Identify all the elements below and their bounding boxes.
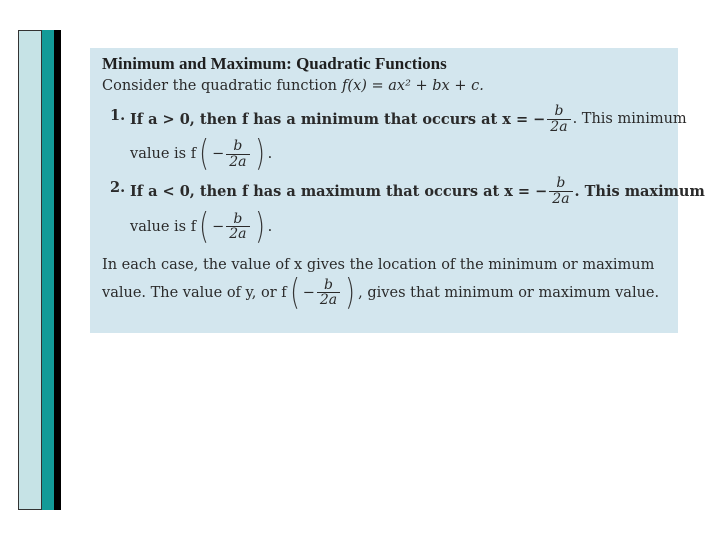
intro-function: f(x) = ax² + bx + c. — [342, 78, 484, 94]
value-fraction — [226, 139, 249, 169]
fraction-denominator: 2a — [226, 154, 249, 170]
fraction-denominator: 2a — [547, 119, 570, 135]
intro-text: Consider the quadratic function — [102, 78, 338, 94]
rule-item-1 — [110, 103, 687, 175]
rule-tail: . This minimum — [572, 111, 687, 128]
left-paren: ( — [199, 205, 210, 247]
right-paren: ) — [345, 271, 356, 313]
fraction-numerator: b — [556, 175, 566, 192]
fraction-denominator: 2a — [549, 191, 572, 207]
summary-line-2-end: , gives that minimum or maximum value. — [358, 284, 660, 301]
rule-number: 2. — [110, 179, 126, 197]
right-paren: ) — [254, 133, 265, 175]
vertex-fraction — [549, 176, 572, 206]
rule-tail: . This maximum — [574, 183, 705, 201]
left-decor-bar-light — [18, 30, 42, 510]
summary-minus: − — [302, 284, 315, 301]
vertex-fraction — [547, 104, 570, 134]
summary-text — [102, 257, 668, 311]
value-end: . — [267, 218, 273, 235]
rule-item-2 — [110, 175, 705, 247]
fraction-numerator: b — [233, 210, 243, 227]
rule-lead: If a > 0, then f has a minimum that occurs at x = − — [130, 110, 546, 128]
value-end: . — [267, 146, 273, 163]
value-minus: − — [212, 218, 225, 235]
left-paren: ( — [199, 133, 210, 175]
summary-line-1: In each case, the value of x gives the location of the minimum or maximum — [102, 256, 655, 273]
summary-fraction — [317, 278, 340, 308]
value-label: value is f — [130, 146, 197, 163]
fraction-denominator: 2a — [226, 226, 249, 242]
value-label: value is f — [130, 218, 197, 235]
right-paren: ) — [254, 205, 265, 247]
value-fraction — [226, 212, 249, 242]
value-minus: − — [212, 146, 225, 163]
panel-title: Minimum and Maximum: Quadratic Functions — [102, 54, 447, 73]
fraction-denominator: 2a — [317, 292, 340, 308]
fraction-numerator: b — [324, 276, 333, 293]
definition-panel — [90, 48, 705, 333]
summary-line-2-start: value. The value of y, or f — [102, 284, 287, 301]
intro-line — [102, 78, 668, 94]
fraction-numerator: b — [233, 138, 243, 155]
left-decor-bar-black — [54, 30, 61, 510]
summary-line-2 — [102, 271, 668, 313]
rule-lead: If a < 0, then f has a maximum that occurs at x = − — [130, 183, 548, 201]
left-decor-bar-teal — [42, 30, 54, 510]
rule-number: 1. — [110, 107, 126, 124]
left-paren: ( — [289, 271, 300, 313]
fraction-numerator: b — [554, 103, 564, 119]
